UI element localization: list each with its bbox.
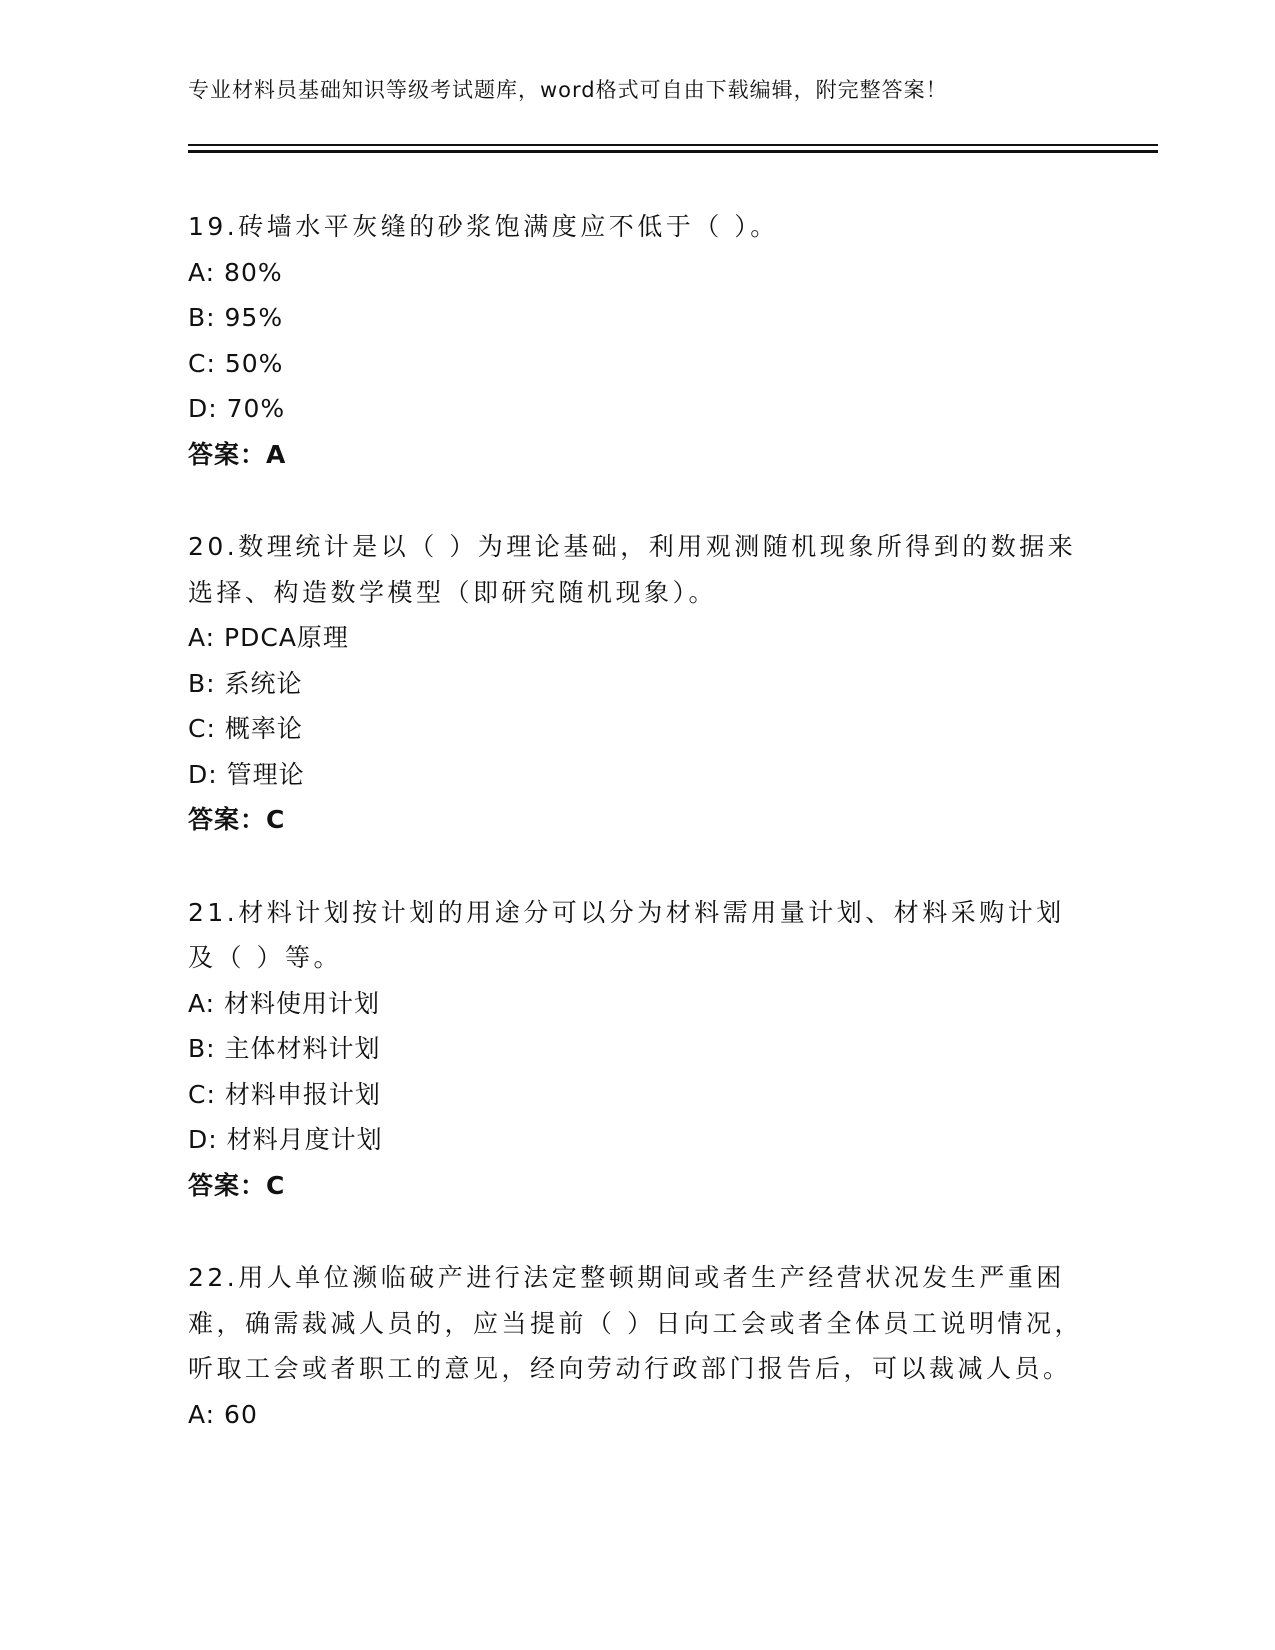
option-b: B: 系统论 bbox=[188, 668, 303, 698]
answer-line: 答案：A bbox=[188, 439, 287, 469]
question-stem: 19.砖墙水平灰缝的砂浆饱满度应不低于（ ）。 bbox=[188, 212, 779, 241]
option-c: C: 材料申报计划 bbox=[188, 1079, 381, 1109]
option-a: A: 60 bbox=[188, 1399, 258, 1429]
question-stem: 21.材料计划按计划的用途分可以分为材料需用量计划、材料采购计划及（ ）等。 bbox=[188, 897, 1065, 972]
option-c: C: 50% bbox=[188, 348, 284, 378]
question-22 bbox=[188, 1255, 1088, 1437]
question-list bbox=[188, 204, 1088, 1484]
option-a: A: 材料使用计划 bbox=[188, 988, 381, 1018]
header-divider-thin bbox=[188, 144, 1158, 146]
option-a: A: PDCA原理 bbox=[188, 623, 349, 652]
page-header-title: 专业材料员基础知识等级考试题库，word格式可自由下载编辑，附完整答案！ bbox=[188, 78, 948, 102]
question-stem: 22.用人单位濒临破产进行法定整顿期间或者生产经营状况发生严重困难，确需裁减人员的，应当提前（ ）日向工会或者全体员工说明情况，听取工会或者职工的意见，经向劳动行政部门报告后，可以裁减人员。 bbox=[188, 1263, 1083, 1383]
option-b: B: 95% bbox=[188, 303, 284, 332]
option-c: C: 概率论 bbox=[188, 714, 303, 743]
question-21 bbox=[188, 890, 1088, 1209]
option-b: B: 主体材料计划 bbox=[188, 1034, 381, 1063]
option-d: D: 70% bbox=[188, 394, 286, 423]
header-divider-thick bbox=[188, 150, 1158, 153]
option-a: A: 80% bbox=[188, 257, 283, 287]
option-d: D: 材料月度计划 bbox=[188, 1125, 383, 1154]
answer-line: 答案：C bbox=[188, 1170, 286, 1200]
answer-line: 答案：C bbox=[188, 805, 286, 834]
option-d: D: 管理论 bbox=[188, 759, 305, 789]
question-stem: 20.数理统计是以（ ）为理论基础，利用观测随机现象所得到的数据来选择、构造数学模型（即研究随机现象）。 bbox=[188, 532, 1077, 607]
question-19 bbox=[188, 204, 1088, 477]
question-20 bbox=[188, 524, 1088, 843]
